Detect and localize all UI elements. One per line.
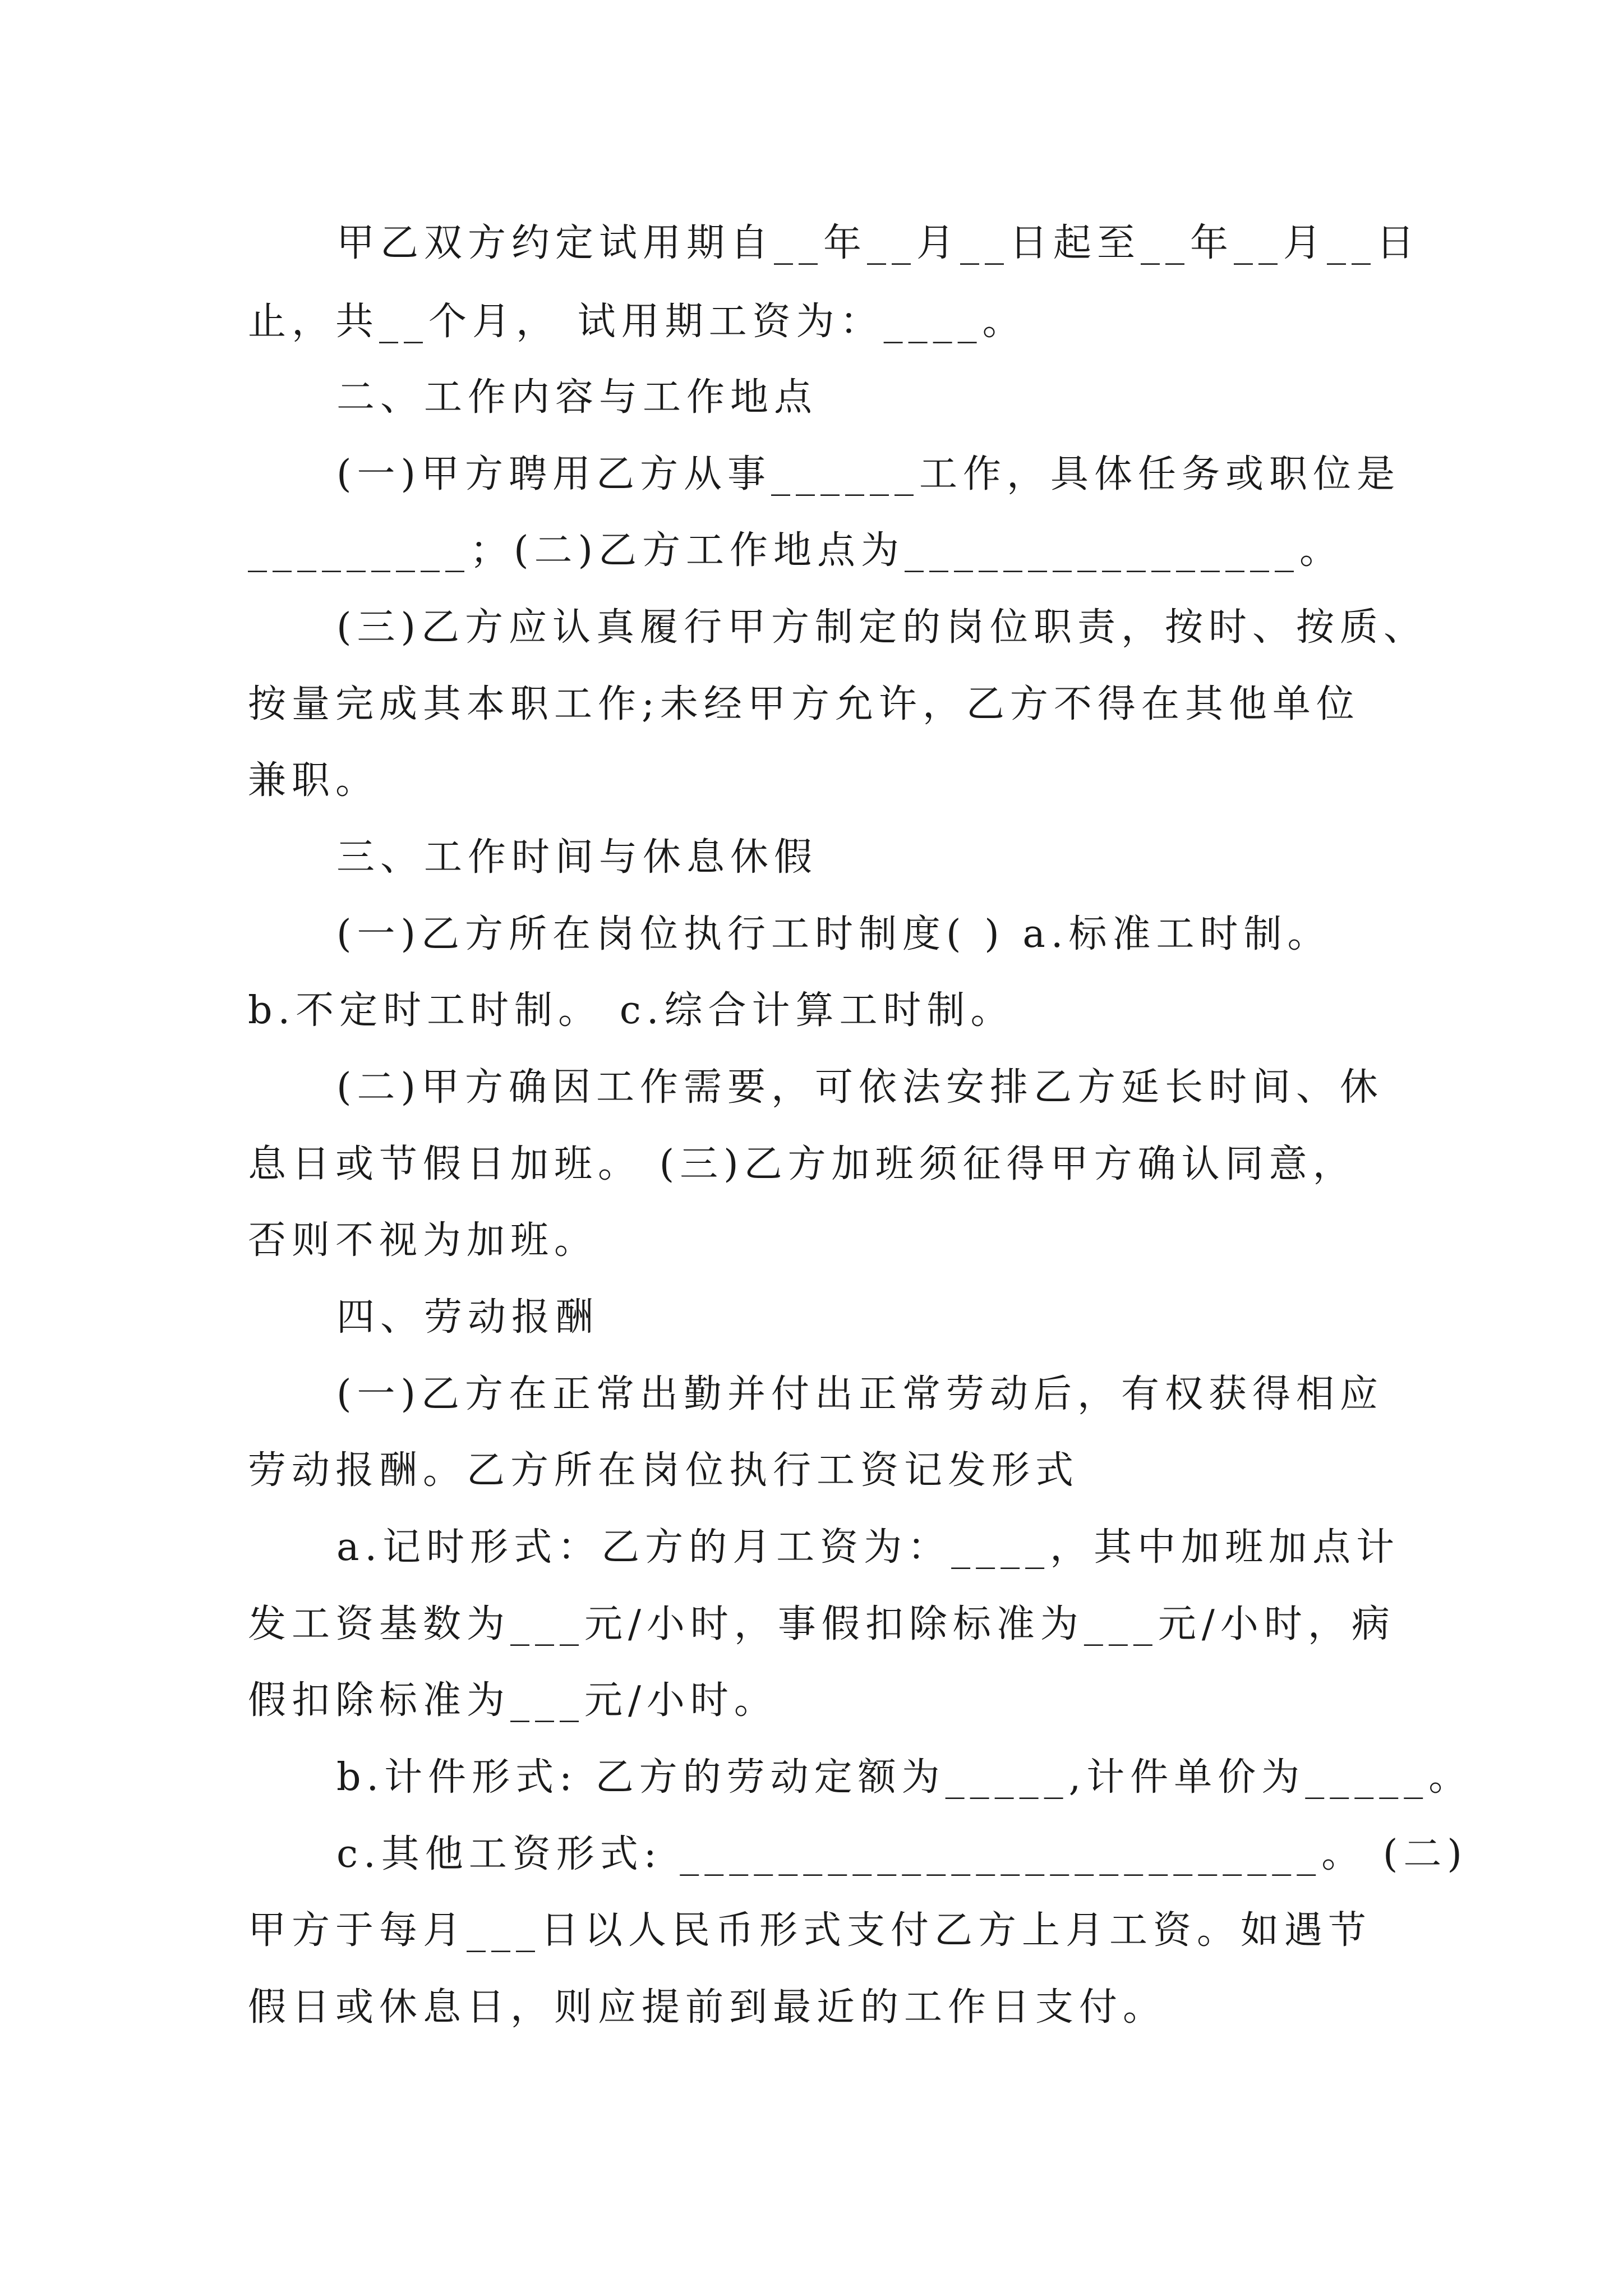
text-line: 否则不视为加班。 bbox=[248, 1218, 598, 1263]
text-line: _________；(二)乙方工作地点为________________。 bbox=[248, 528, 1344, 573]
text-line: b.计件形式: 乙方的劳动定额为_____,计件单价为_____。 bbox=[336, 1755, 1473, 1800]
text-line: (一)甲方聘用乙方从事______工作，具体任务或职位是 bbox=[336, 452, 1401, 496]
text-line: 甲方于每月___日以人民币形式支付乙方上月工资。如遇节 bbox=[248, 1908, 1372, 1953]
text-line: 按量完成其本职工作;未经甲方允许，乙方不得在其他单位 bbox=[248, 682, 1360, 726]
text-line: b.不定时工时制。 c.综合计算工时制。 bbox=[248, 988, 1015, 1033]
text-line: a.记时形式：乙方的月工资为：____，其中加班加点计 bbox=[336, 1525, 1400, 1570]
text-line: 息日或节假日加班。 (三)乙方加班须征得甲方确认同意， bbox=[248, 1142, 1357, 1186]
text-line: 兼职。 bbox=[248, 758, 380, 803]
text-line: 假扣除标准为___元/小时。 bbox=[248, 1678, 778, 1723]
text-line: 止，共__个月， 试用期工资为：____。 bbox=[248, 300, 1026, 344]
section-heading-3: 三、工作时间与休息休假 bbox=[336, 835, 818, 880]
section-heading-4: 四、劳动报酬 bbox=[336, 1295, 600, 1340]
section-heading-2: 二、工作内容与工作地点 bbox=[336, 375, 818, 420]
text-line: 假日或休息日，则应提前到最近的工作日支付。 bbox=[248, 1985, 1167, 2030]
text-line: 甲乙双方约定试用期自__年__月__日起至__年__月__日 bbox=[336, 221, 1421, 265]
text-line: (一)乙方在正常出勤并付出正常劳动后，有权获得相应 bbox=[336, 1372, 1384, 1416]
text-line: 劳动报酬。乙方所在岗位执行工资记发形式 bbox=[248, 1448, 1080, 1493]
text-line: (三)乙方应认真履行甲方制定的岗位职责，按时、按质、 bbox=[336, 605, 1428, 650]
text-line: 发工资基数为___元/小时，事假扣除标准为___元/小时，病 bbox=[248, 1602, 1395, 1646]
text-line: (一)乙方所在岗位执行工时制度( ) a.标准工时制。 bbox=[336, 912, 1331, 956]
text-line: c.其他工资形式: __________________________。 (二) bbox=[336, 1832, 1468, 1876]
text-line: (二)甲方确因工作需要，可依法安排乙方延长时间、休 bbox=[336, 1065, 1384, 1110]
